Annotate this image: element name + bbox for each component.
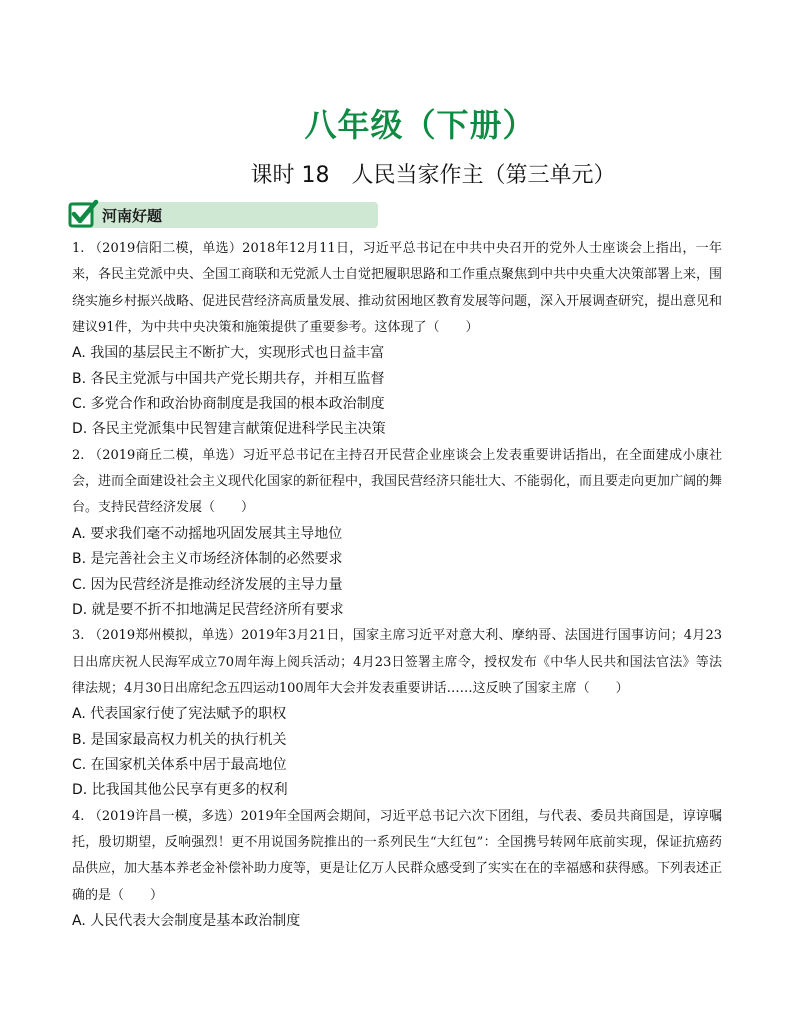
option-c: C. 因为民营经济是推动经济发展的主导力量 [72,576,343,593]
question-stem: 4. （2019许昌一模，多选）2019年全国两会期间，习近平总书记六次下团组，与代表、委员共商国是，谆谆嘱托，殷切期望，反响强烈！更不用说国务院推出的一系列民生“大红包”：全国携号转网年底前实现，保证抗癌药品供应，加大基本养老金补偿补助力度等，更是让亿万人民群众感受到了实实在在的幸福感和获得感。下列表述正确的是（ ） [72,808,723,903]
option-d: D. 比我国其他公民享有更多的权利 [72,782,288,799]
question-4 [72,804,722,935]
option-c: C. 多党合作和政治协商制度是我国的根本政治制度 [72,396,385,412]
section-label: 河南好题 [102,207,163,225]
checkmark-icon [67,198,99,230]
lesson-subtitle: 课时 18 人民当家作主（第三单元） [250,163,616,188]
option-a: A. 要求我们毫不动摇地巩固发展其主导地位 [72,525,343,542]
option-c: C. 在国家机关体系中居于最高地位 [72,757,287,774]
option-a: A. 代表国家行使了宪法赋予的职权 [72,706,287,723]
page-title: 八年级（下册） [304,106,536,144]
option-b: B. 是国家最高权力机关的执行机关 [72,731,287,748]
question-1 [72,236,722,443]
option-a: A. 人民代表大会制度是基本政治制度 [72,913,301,930]
option-b: B. 是完善社会主义市场经济体制的必然要求 [72,551,343,568]
option-a: A. 我国的基层民主不断扩大，实现形式也日益丰富 [72,345,385,362]
question-2 [72,443,722,624]
question-3 [72,623,722,804]
question-stem: 2. （2019商丘二模，单选）习近平总书记在主持召开民营企业座谈会上发表重要讲话指出，在全面建成小康社会，进而全面建设社会主义现代化国家的新征程中，我国民营经济只能壮大、不能弱化，而且要走向更加广阔的舞台。支持民营经济发展（ ） [72,447,723,516]
question-list [72,236,722,934]
option-b: B. 各民主党派与中国共产党长期共存，并相互监督 [72,370,385,387]
option-d: D. 就是要不折不扣地满足民营经济所有要求 [72,601,344,618]
question-stem: 3. （2019郑州模拟，单选）2019年3月21日，国家主席习近平对意大利、摩纳哥、法国进行国事访问；4月23日出席庆祝人民海军成立70周年海上阅兵活动；4月23日签署主席令，授权发布《中华人民共和国法官法》等法律法规；4月30日出席纪念五四运动100周年大会并发表重要讲话……这反映了国家主席（ ） [72,628,722,696]
question-stem: 1. （2019信阳二模，单选）2018年12月11日，习近平总书记在中共中央召开的党外人士座谈会上指出，一年来，各民主党派中央、全国工商联和无党派人士自觉把履职思路和工作重点聚焦到中共中央重大决策部署上来，围绕实施乡村振兴战略、促进民营经济高质量发展、推动贫困地区教育发展等问题，深入开展调查研究，提出意见和建议91件，为中共中央决策和施策提供了重要参考。这体现了（ ） [72,241,723,335]
option-d: D. 各民主党派集中民智建言献策促进科学民主决策 [72,421,386,438]
